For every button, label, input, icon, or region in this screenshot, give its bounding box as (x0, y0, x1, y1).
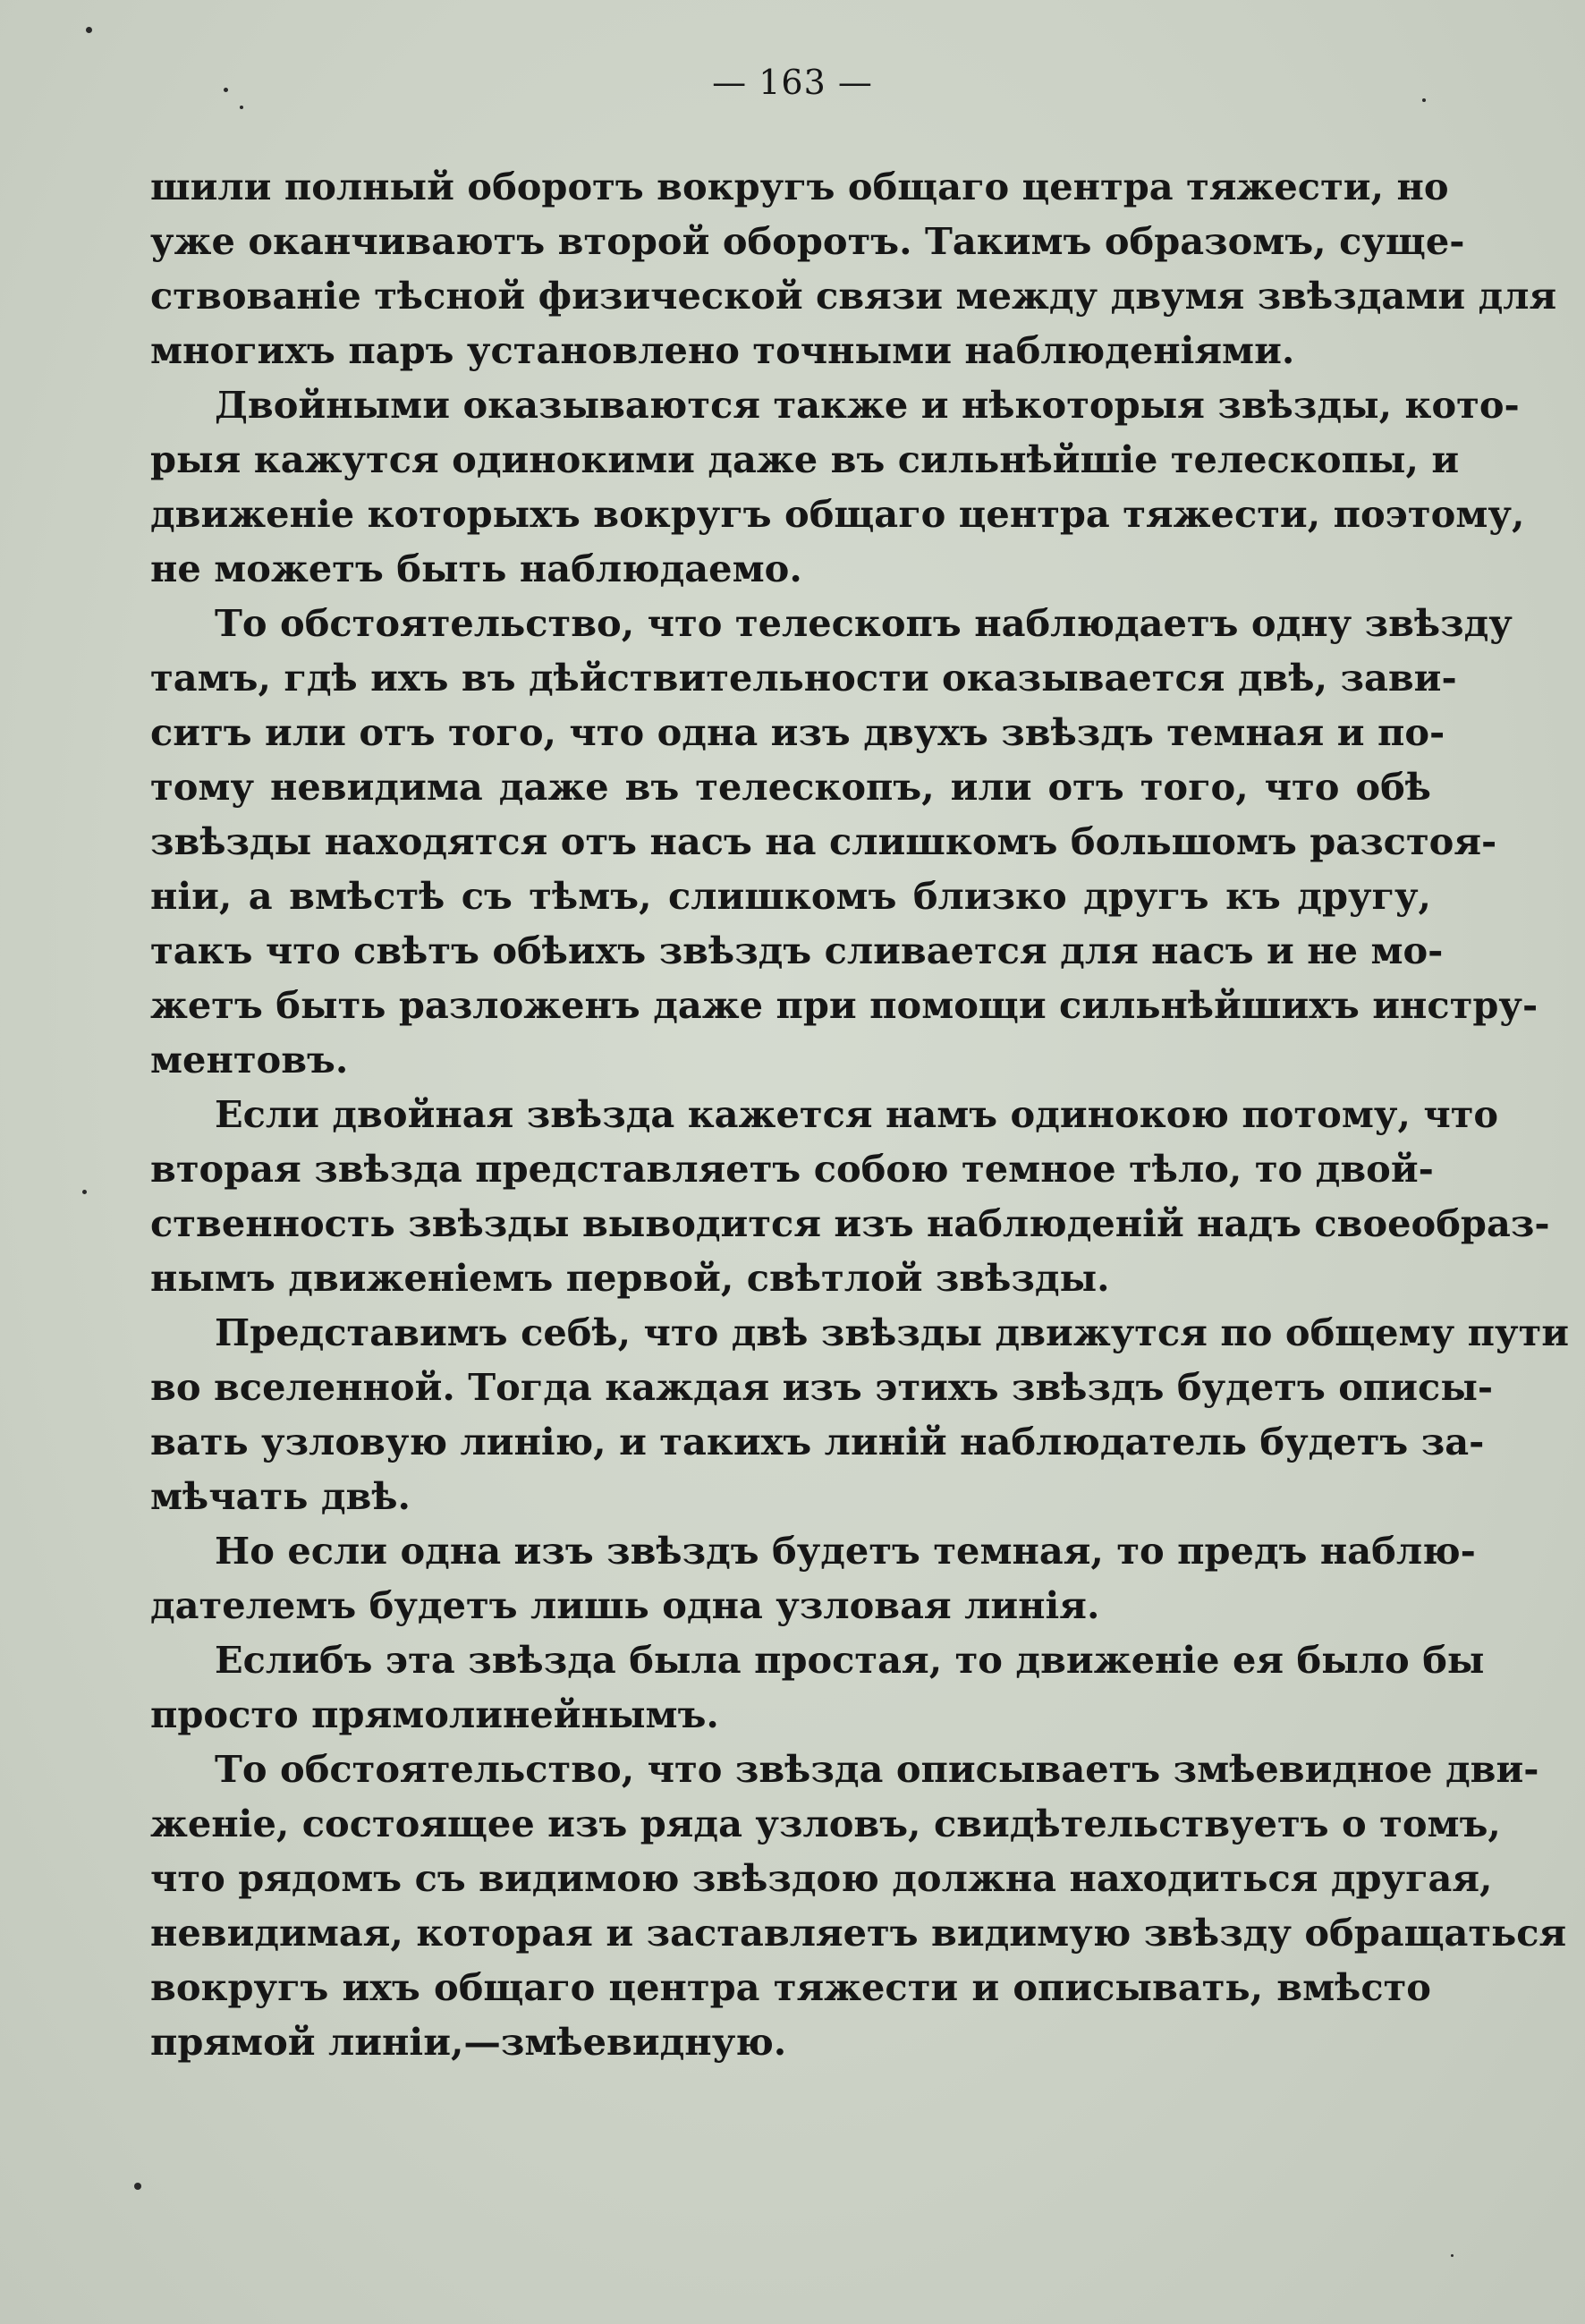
text-line: Двойными оказываются также и нѣкоторыя звѣзды, кото- (215, 383, 1520, 427)
text-line: невидимая, которая и заставляетъ видимую звѣзду обращаться (150, 1911, 1567, 1955)
text-line: во вселенной. Тогда каждая изъ этихъ звѣздъ будетъ описы- (150, 1365, 1494, 1409)
text-line: тамъ, гдѣ ихъ въ дѣйствительности оказывается двѣ, зави- (150, 656, 1457, 700)
text-line: не можетъ быть наблюдаемо. (150, 547, 802, 590)
text-line: Если двойная звѣзда кажется намъ одинокою потому, что (215, 1092, 1499, 1136)
text-line: уже оканчиваютъ второй оборотъ. Такимъ образомъ, суще- (150, 219, 1465, 263)
paper-speck (134, 2183, 141, 2190)
paper-speck (1422, 98, 1426, 102)
text-line: просто прямолинейнымъ. (150, 1692, 719, 1736)
text-line: То обстоятельство, что звѣзда описываетъ змѣевидное дви- (215, 1747, 1539, 1791)
text-line: движеніе которыхъ вокругъ общаго центра тяжести, поэтому, (150, 492, 1525, 536)
paper-speck (82, 1190, 87, 1194)
text-line: жетъ быть разложенъ даже при помощи сильнѣйшихъ инстру- (150, 983, 1538, 1027)
text-line: шили полный оборотъ вокругъ общаго центра тяжести, но (150, 165, 1449, 208)
paper-speck (224, 88, 228, 92)
text-line: нымъ движеніемъ первой, свѣтлой звѣзды. (150, 1256, 1110, 1300)
paper-speck (86, 27, 92, 33)
text-line: Представимъ себѣ, что двѣ звѣзды движутся по общему пути (215, 1310, 1570, 1354)
text-line: ментовъ. (150, 1038, 349, 1081)
text-line: женіе, состоящее изъ ряда узловъ, свидѣтельствуетъ о томъ, (150, 1802, 1501, 1845)
text-line: Еслибъ эта звѣзда была простая, то движеніе ея было бы (215, 1638, 1485, 1682)
text-line: ситъ или отъ того, что одна изъ двухъ звѣздъ темная и по- (150, 710, 1445, 754)
text-line: мѣчать двѣ. (150, 1474, 411, 1518)
page-number: — 163 — (712, 63, 873, 102)
text-line: дателемъ будетъ лишь одна узловая линія. (150, 1583, 1100, 1627)
paper-speck (1451, 2254, 1454, 2257)
text-line: звѣзды находятся отъ насъ на слишкомъ большомъ разстоя- (150, 819, 1497, 863)
paper-speck (240, 106, 243, 109)
text-line: что рядомъ съ видимою звѣздою должна находиться другая, (150, 1856, 1493, 1900)
text-line: такъ что свѣтъ обѣихъ звѣздъ сливается для насъ и не мо- (150, 929, 1444, 972)
text-line: ственность звѣзды выводится изъ наблюденій надъ своеобраз- (150, 1201, 1550, 1245)
text-line: вокругъ ихъ общаго центра тяжести и описывать, вмѣсто (150, 1965, 1431, 2009)
text-line: прямой линіи,—змѣевидную. (150, 2020, 787, 2064)
text-line: вать узловую линію, и такихъ линій наблюдатель будетъ за- (150, 1420, 1485, 1463)
text-line: ствованіе тѣсной физической связи между двумя звѣздами для (150, 274, 1557, 318)
text-line: тому невидима даже въ телескопъ, или отъ того, что обѣ (150, 765, 1431, 809)
text-line: То обстоятельство, что телескопъ наблюдаетъ одну звѣзду (215, 601, 1513, 645)
text-line: ніи, а вмѣстѣ съ тѣмъ, слишкомъ близко другъ къ другу, (150, 874, 1431, 918)
text-line: многихъ паръ установлено точными наблюденіями. (150, 328, 1295, 372)
text-line: Но если одна изъ звѣздъ будетъ темная, то предъ наблю- (215, 1529, 1476, 1573)
text-line: рыя кажутся одинокими даже въ сильнѣйшіе телескопы, и (150, 437, 1460, 481)
page-text (150, 159, 1570, 2069)
text-line: вторая звѣзда представляетъ собою темное тѣло, то двой- (150, 1147, 1434, 1191)
